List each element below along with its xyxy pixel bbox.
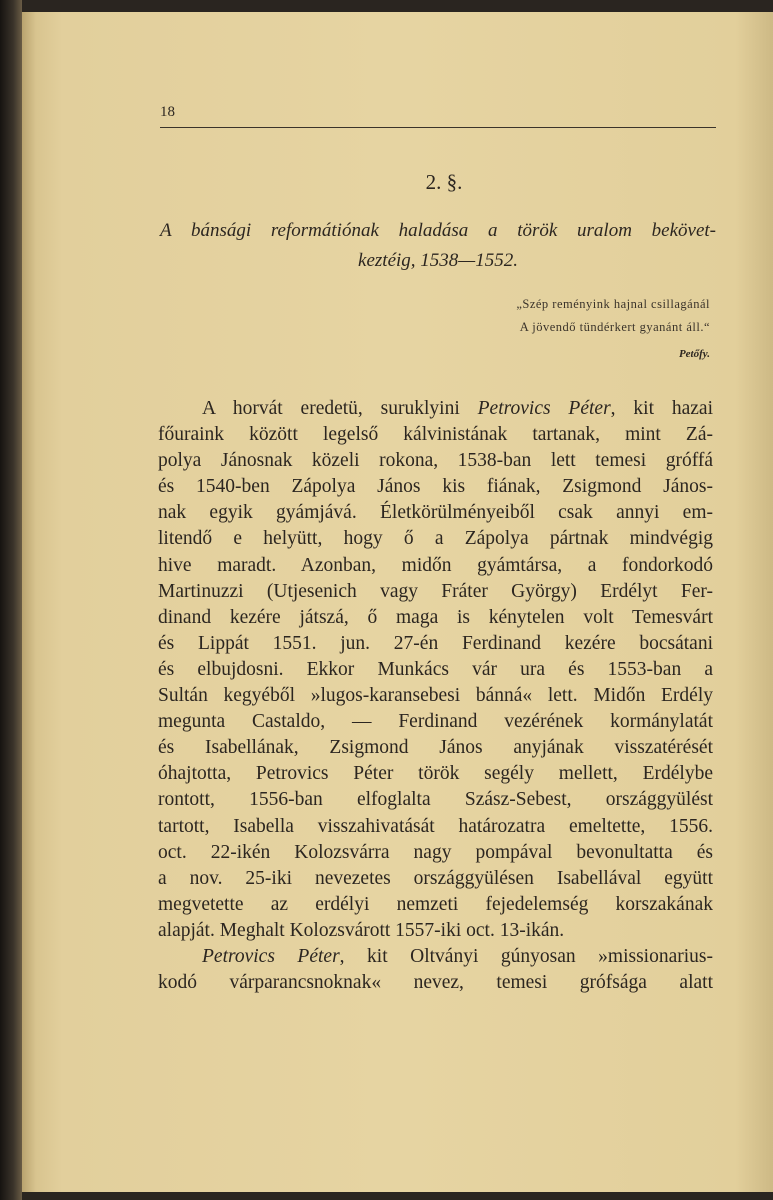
section-title-line-1: A bánsági reformátiónak haladása a török uralom bekövet- (160, 220, 716, 241)
body-line (158, 657, 713, 683)
text-segment: és 1540-ben Zápolya János kis fiának, Zsigmond János- (158, 476, 713, 498)
text-segment: főuraink között legelső kálvinistának tartanak, mint Zá- (158, 424, 713, 446)
body-line (158, 840, 713, 866)
italic-name: Petrovics Péter (477, 398, 611, 419)
text-segment: oct. 22-ikén Kolozsvárra nagy pompával bevonultatta és (158, 841, 713, 863)
body-line (158, 500, 713, 526)
header-rule (160, 127, 716, 128)
italic-name: Petrovics Péter (202, 945, 340, 967)
text-segment: és Isabellának, Zsigmond János anyjának visszatérését (158, 737, 713, 759)
body-text (158, 396, 713, 996)
text-segment: hive maradt. Azonban, midőn gyámtársa, a fondorkodó (158, 554, 713, 576)
text-segment: a nov. 25-iki nevezetes országgyülésen Isabellával együtt (158, 867, 713, 889)
text-segment: , kit hazai (610, 398, 713, 419)
text-segment: polya Jánosnak közeli rokona, 1538-ban lett temesi gróffá (158, 450, 713, 472)
body-line (158, 944, 713, 970)
text-segment: rontott, 1556-ban elfoglalta Szász-Sebest, országgyülést (158, 789, 713, 811)
text-segment: óhajtotta, Petrovics Péter török segély mellett, Erdélybe (158, 763, 713, 785)
text-segment: kodó várparancsnoknak« nevez, temesi grófsága alatt (158, 972, 713, 994)
epigraph-line-2: A jövendő tündérkert gyanánt áll.“ (519, 320, 710, 334)
body-line (158, 709, 713, 735)
body-line (158, 761, 713, 787)
body-line (158, 448, 713, 474)
text-segment: és Lippát 1551. jun. 27-én Ferdinand kezére bocsátani (158, 632, 713, 654)
body-line (158, 422, 713, 448)
body-line (158, 474, 713, 500)
section-number: 2. §. (425, 170, 463, 194)
text-segment: megvetette az erdélyi nemzeti fejedelemség korszakának (158, 893, 713, 915)
text-segment: dinand kezére játszá, ő maga is kénytelen volt Temesvárt (158, 606, 713, 628)
body-line (158, 787, 713, 813)
page-number: 18 (160, 104, 175, 120)
text-segment: és elbujdosni. Ekkor Munkács vár ura és 1553-ban a (158, 658, 713, 680)
text-segment: litendő e helyütt, hogy ő a Zápolya pártnak mindvégig (158, 528, 713, 550)
text-segment: megunta Castaldo, — Ferdinand vezérének kormánylatát (158, 711, 713, 733)
text-segment: nak egyik gyámjává. Életkörülményeiből csak annyi em- (158, 502, 713, 524)
epigraph-line-1: „Szép reményink hajnal csillagánál (516, 297, 710, 311)
body-line (158, 553, 713, 579)
body-line (158, 735, 713, 761)
body-line (158, 866, 713, 892)
section-title-line-2: keztéig, 1538—1552. (358, 250, 518, 271)
text-segment: , kit Oltványi gúnyosan »missionarius- (339, 945, 713, 967)
body-line (158, 526, 713, 552)
text-segment: A horvát eredetü, suruklyini (202, 398, 478, 419)
body-line (158, 396, 713, 422)
text-segment: tartott, Isabella visszahivatását határozatra emeltette, 1556. (158, 815, 713, 837)
text-segment: alapját. Meghalt Kolozsvárott 1557-iki oct. 13-ikán. (158, 919, 565, 941)
body-line (158, 814, 713, 840)
text-segment: Sultán kegyéből »lugos-karansebesi bánná« lett. Midőn Erdély (158, 685, 713, 707)
body-line (158, 892, 713, 918)
body-line (158, 579, 713, 605)
body-line (158, 970, 713, 996)
epigraph-author: Petőfy. (678, 348, 710, 360)
body-line (158, 918, 713, 944)
body-line (158, 605, 713, 631)
body-line (158, 683, 713, 709)
text-segment: Martinuzzi (Utjesenich vagy Fráter György) Erdélyt Fer- (158, 580, 713, 602)
body-line (158, 631, 713, 657)
